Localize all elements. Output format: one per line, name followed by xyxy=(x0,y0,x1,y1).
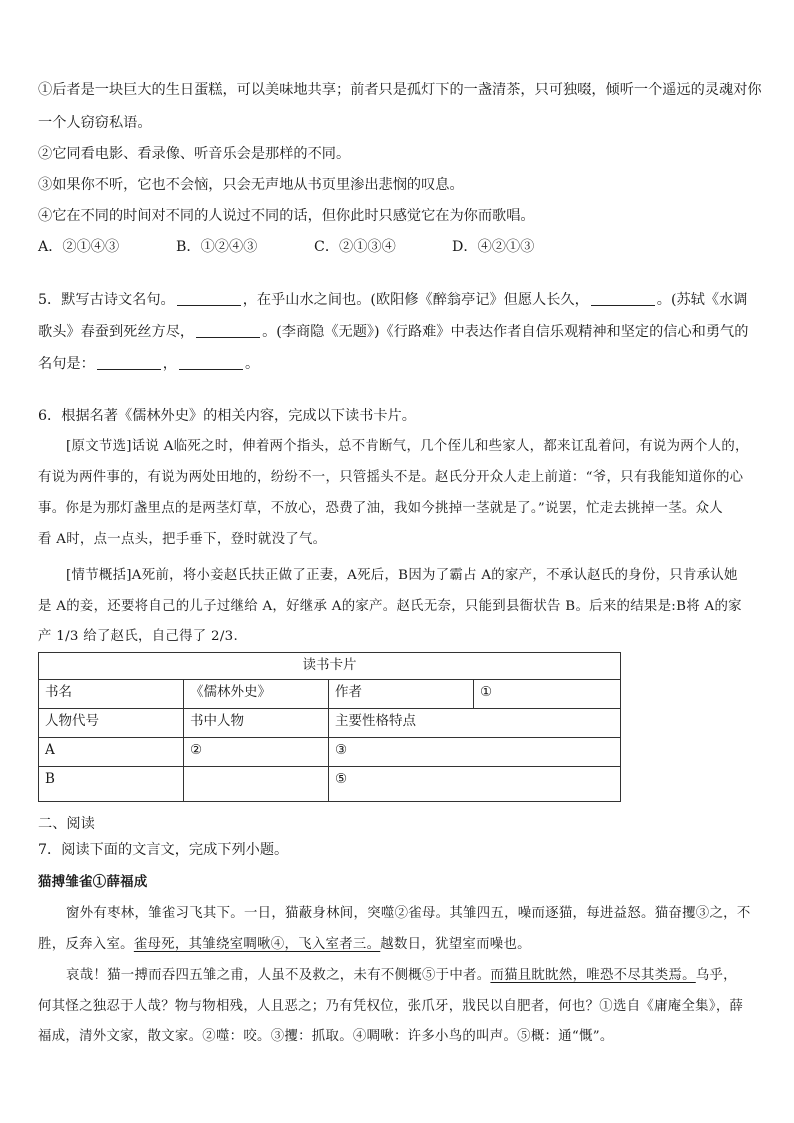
card-row-b-code: B xyxy=(39,767,184,802)
card-row-a-code: A xyxy=(39,738,184,767)
q7-passage-2a xyxy=(66,966,737,986)
q5-blank-3 xyxy=(196,323,260,338)
card-row-a-person: ② xyxy=(184,738,329,767)
q5-blank-2 xyxy=(591,291,655,306)
card-row-a-trait: ③ xyxy=(329,738,621,767)
q4-option-a: A．②①④③ xyxy=(38,239,120,255)
q5-blank-5 xyxy=(179,355,243,370)
q6-title: 6．根据名著《儒林外史》的相关内容，完成以下读书卡片。 xyxy=(38,408,416,424)
q4-option-b: B．①②④③ xyxy=(176,239,258,255)
card-row-b-trait: ⑤ xyxy=(329,767,621,802)
q5-text-5: 。(李商隐《无题》)《行路难》中表达作者自信乐观精神和坚定的信心和勇气的 xyxy=(262,324,749,340)
q4-sentence-2: ②它同看电影、看录像、听音乐会是那样的不同。 xyxy=(38,146,351,162)
q6-original-4: 看 A时，点一点头，把手垂下，登时就没了气。 xyxy=(38,532,327,547)
q6-original-1: [原文节选]话说 A临死之时，伸着两个指头，总不肯断气，几个侄儿和些家人，都来讧乱着问，有说为两个人的， xyxy=(66,439,749,454)
card-book-value: 《儒林外史》 xyxy=(184,680,329,709)
q4-sentence-1b: 一个人窃窃私语。 xyxy=(38,115,152,131)
q5-line-3 xyxy=(38,354,259,374)
card-row-b-person xyxy=(184,767,329,802)
q5-blank-4 xyxy=(97,355,161,370)
section-heading-reading: 二、阅读 xyxy=(38,816,95,832)
q6-original-3: 事。你是为那灯盏里点的是两茎灯草，不放心，恐费了油，我如今挑掉一茎就是了。”说罢，忙走去挑掉一茎。众人 xyxy=(38,501,723,516)
q7-underlined-sentence-1: 雀母死，其雏绕室啁啾④，飞入室者三。 xyxy=(133,937,381,952)
q4-sentence-3: ③如果你不听，它也不会恼，只会无声地从书页里渗出悲悯的叹息。 xyxy=(38,177,464,193)
q5-text-4: 歌头》春蚕到死丝方尽， xyxy=(38,324,195,340)
q6-summary-1: [情节概括]A死前，将小妾赵氏扶正做了正妻，A死后，B因为了霸占 A的家产，不承认赵氏的身份，只肯承认她 xyxy=(66,568,738,583)
card-author-label: 作者 xyxy=(329,680,474,709)
reading-card-table xyxy=(38,652,621,802)
q5-line-2 xyxy=(38,322,748,342)
q7-passage-2a-post: 乌乎， xyxy=(695,968,737,983)
q7-underlined-sentence-2: 而猫且眈眈然，唯恐不尽其类焉。 xyxy=(490,968,696,983)
card-trait-label: 主要性格特点 xyxy=(329,709,621,738)
q7-subtitle: 猫搏雏雀①薛福成 xyxy=(38,874,148,890)
card-person-label: 书中人物 xyxy=(184,709,329,738)
q7-passage-2a-pre: 哀哉！猫一搏而吞四五雏之甫，人虽不及救之，未有不侧概⑤于中者。 xyxy=(66,968,491,983)
q5-blank-1 xyxy=(177,291,241,306)
card-author-value: ① xyxy=(474,680,621,709)
q5-text-3: 。(苏轼《水调 xyxy=(656,292,748,308)
q5-text-7: ， xyxy=(162,356,177,372)
q7-title: 7．阅读下面的文言文，完成下列小题。 xyxy=(38,842,289,858)
q5-text-6: 名句是： xyxy=(38,356,95,372)
card-title: 读书卡片 xyxy=(39,653,621,680)
q6-summary-2: 是 A的妾，还要将自己的儿子过继给 A，好继承 A的家产。赵氏无奈，只能到县衙状告 B。后来的结果是:B将 A的家 xyxy=(38,599,742,614)
q5-text-2: ，在乎山水之间也。(欧阳修《醉翁亭记》但愿人长久， xyxy=(242,292,589,308)
q5-prompt: 5．默写古诗文名句。 xyxy=(38,292,175,308)
q5-line-1 xyxy=(38,290,747,310)
q7-passage-1b-pre: 胜，反奔入室。 xyxy=(38,937,134,952)
q6-summary-3: 产 1/3 给了赵氏，自己得了 2/3. xyxy=(38,629,239,644)
card-code-label: 人物代号 xyxy=(39,709,184,738)
q6-original-2: 有说为两件事的，有说为两处田地的，纷纷不一，只管摇头不是。赵氏分开众人走上前道：“爷，只有我能知道你的心 xyxy=(38,470,744,485)
q7-passage-1b-post: 越数日，犹望室而噪也。 xyxy=(380,937,531,952)
q7-passage-1b xyxy=(38,935,531,955)
q4-sentence-1a: ①后者是一块巨大的生日蛋糕，可以美味地共享；前者只是孤灯下的一盏清茶，只可独啜，倾听一个遥远的灵魂对你 xyxy=(38,82,762,98)
q7-passage-1a: 窗外有枣林，雏雀习飞其下。一日，猫蔽身林间，突噬②雀母。其雏四五，噪而逐猫，每进益怒。猫奋攫③之，不 xyxy=(66,906,751,921)
q7-passage-2b: 何其怪之独忍于人哉？物与物相残，人且恶之；乃有凭权位，张爪牙，戕民以自肥者，何也？①选自《庸庵全集》，薛 xyxy=(38,999,744,1014)
q4-option-d: D．④②①③ xyxy=(452,239,535,255)
q4-options xyxy=(38,237,590,257)
q4-sentence-4: ④它在不同的时间对不同的人说过不同的话，但你此时只感觉它在为你而歌唱。 xyxy=(38,208,535,224)
card-book-label: 书名 xyxy=(39,680,184,709)
q5-text-8: 。 xyxy=(244,356,260,372)
q4-option-c: C．②①③④ xyxy=(314,239,396,255)
q7-notes: 福成，清外文家，散文家。②噬：咬。③攫：抓取。④啁啾：许多小鸟的叫声。⑤概：通“慨”。 xyxy=(38,1029,614,1044)
